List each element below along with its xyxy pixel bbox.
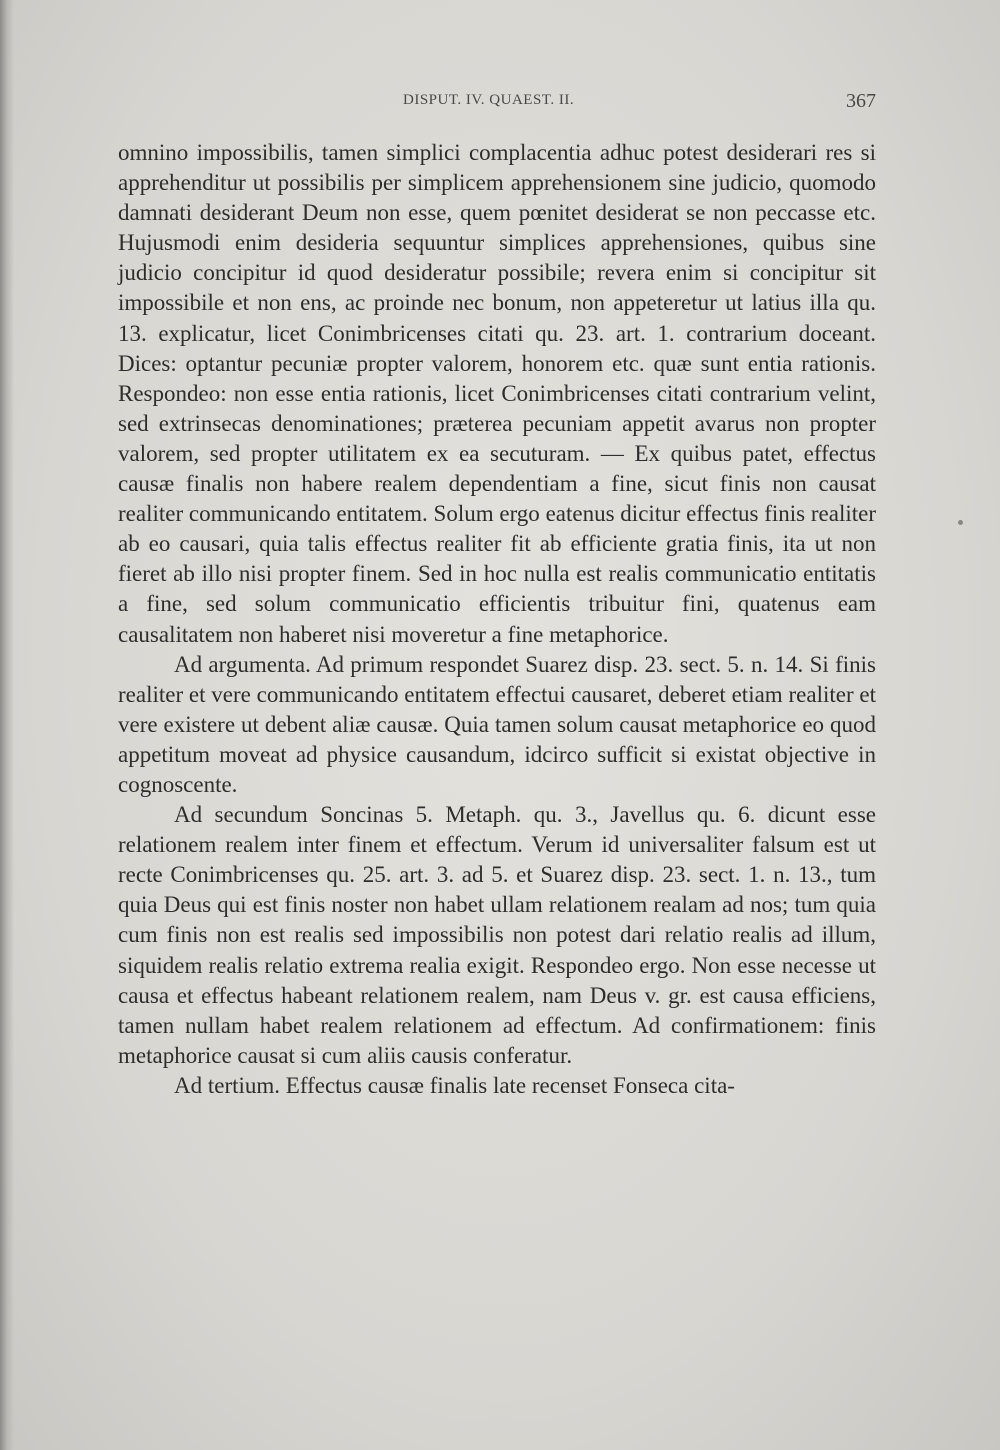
page-gutter-shadow (0, 0, 14, 1450)
paragraph-1: omnino impossibilis, tamen simplici complacentia adhuc potest desiderari res si apprehenditur ut possibilis per simplicem apprehensionem sine judicio, quomodo damnati desiderant Deum non esse, quem pœnitet desiderat se non peccasse etc. Hujusmodi enim desideria sequuntur simplices apprehensiones, quibus sine judicio concipitur id quod desideratur possibile; revera enim si concipitur sit impossibile et non ens, ac proinde nec bonum, non appeteretur ut latius illa qu. 13. explicatur, licet Conimbricenses citati qu. 23. art. 1. contrarium doceant. Dices: optantur pecuniæ propter valorem, honorem etc. quæ sunt entia rationis. Respondeo: non esse entia rationis, licet Conimbricenses citati contrarium velint, sed extrinsecas denominationes; præterea pecuniam appetit avarus non propter valorem, sed propter utilitatem ex ea secuturam. — Ex quibus patet, effectus causæ finalis non habere realem dependentiam a fine, sicut finis non causat realiter communicando entitatem. Solum ergo eatenus dicitur effectus finis realiter ab eo causari, quia talis effectus realiter fit ab efficiente gratia finis, ita ut non fieret ab illo nisi propter finem. Sed in hoc nulla est realis communicatio entitatis a fine, sed solum communicatio efficientis tribuitur fini, quatenus eam causalitatem non haberet nisi moveretur a fine metaphorice. (118, 140, 876, 647)
paragraph-3: Ad secundum Soncinas 5. Metaph. qu. 3., Javellus qu. 6. dicunt esse relationem realem inter finem et effectum. Verum id universaliter falsum est ut recte Conimbricenses qu. 25. art. 3. ad 5. et Suarez disp. 23. sect. 1. n. 13., tum quia Deus qui est finis noster non habet ullam relationem realam ad nos; tum quia cum finis non est realis sed impossibilis non potest dari relatio realis ad illum, siquidem realis relatio extrema realia exigit. Respondeo ergo. Non esse necesse ut causa et effectus habeant relationem realem, nam Deus v. gr. est causa efficiens, tamen nullam habet realem relationem ad effectum. Ad confirmationem: finis metaphorice causat si cum aliis causis conferatur. (118, 802, 876, 1068)
paragraph-4: Ad tertium. Effectus causæ finalis late recenset Fonseca cita- (174, 1072, 735, 1098)
page-header (118, 92, 876, 116)
paragraph-2: Ad argumenta. Ad primum respondet Suarez disp. 23. sect. 5. n. 14. Si finis realiter et vere communicando entitatem effectui causaret, deberet etiam realiter et vere existere ut debent aliæ causæ. Quia tamen solum causat metaphorice eo quod appetitum moveat ad physice causandum, idcirco sufficit si existat objective in cognoscente. (118, 651, 876, 797)
running-head: DISPUT. IV. QUAEST. II. (403, 92, 575, 108)
page-number: 367 (846, 90, 876, 112)
body-text (118, 138, 876, 1101)
paper-speck (958, 520, 963, 525)
